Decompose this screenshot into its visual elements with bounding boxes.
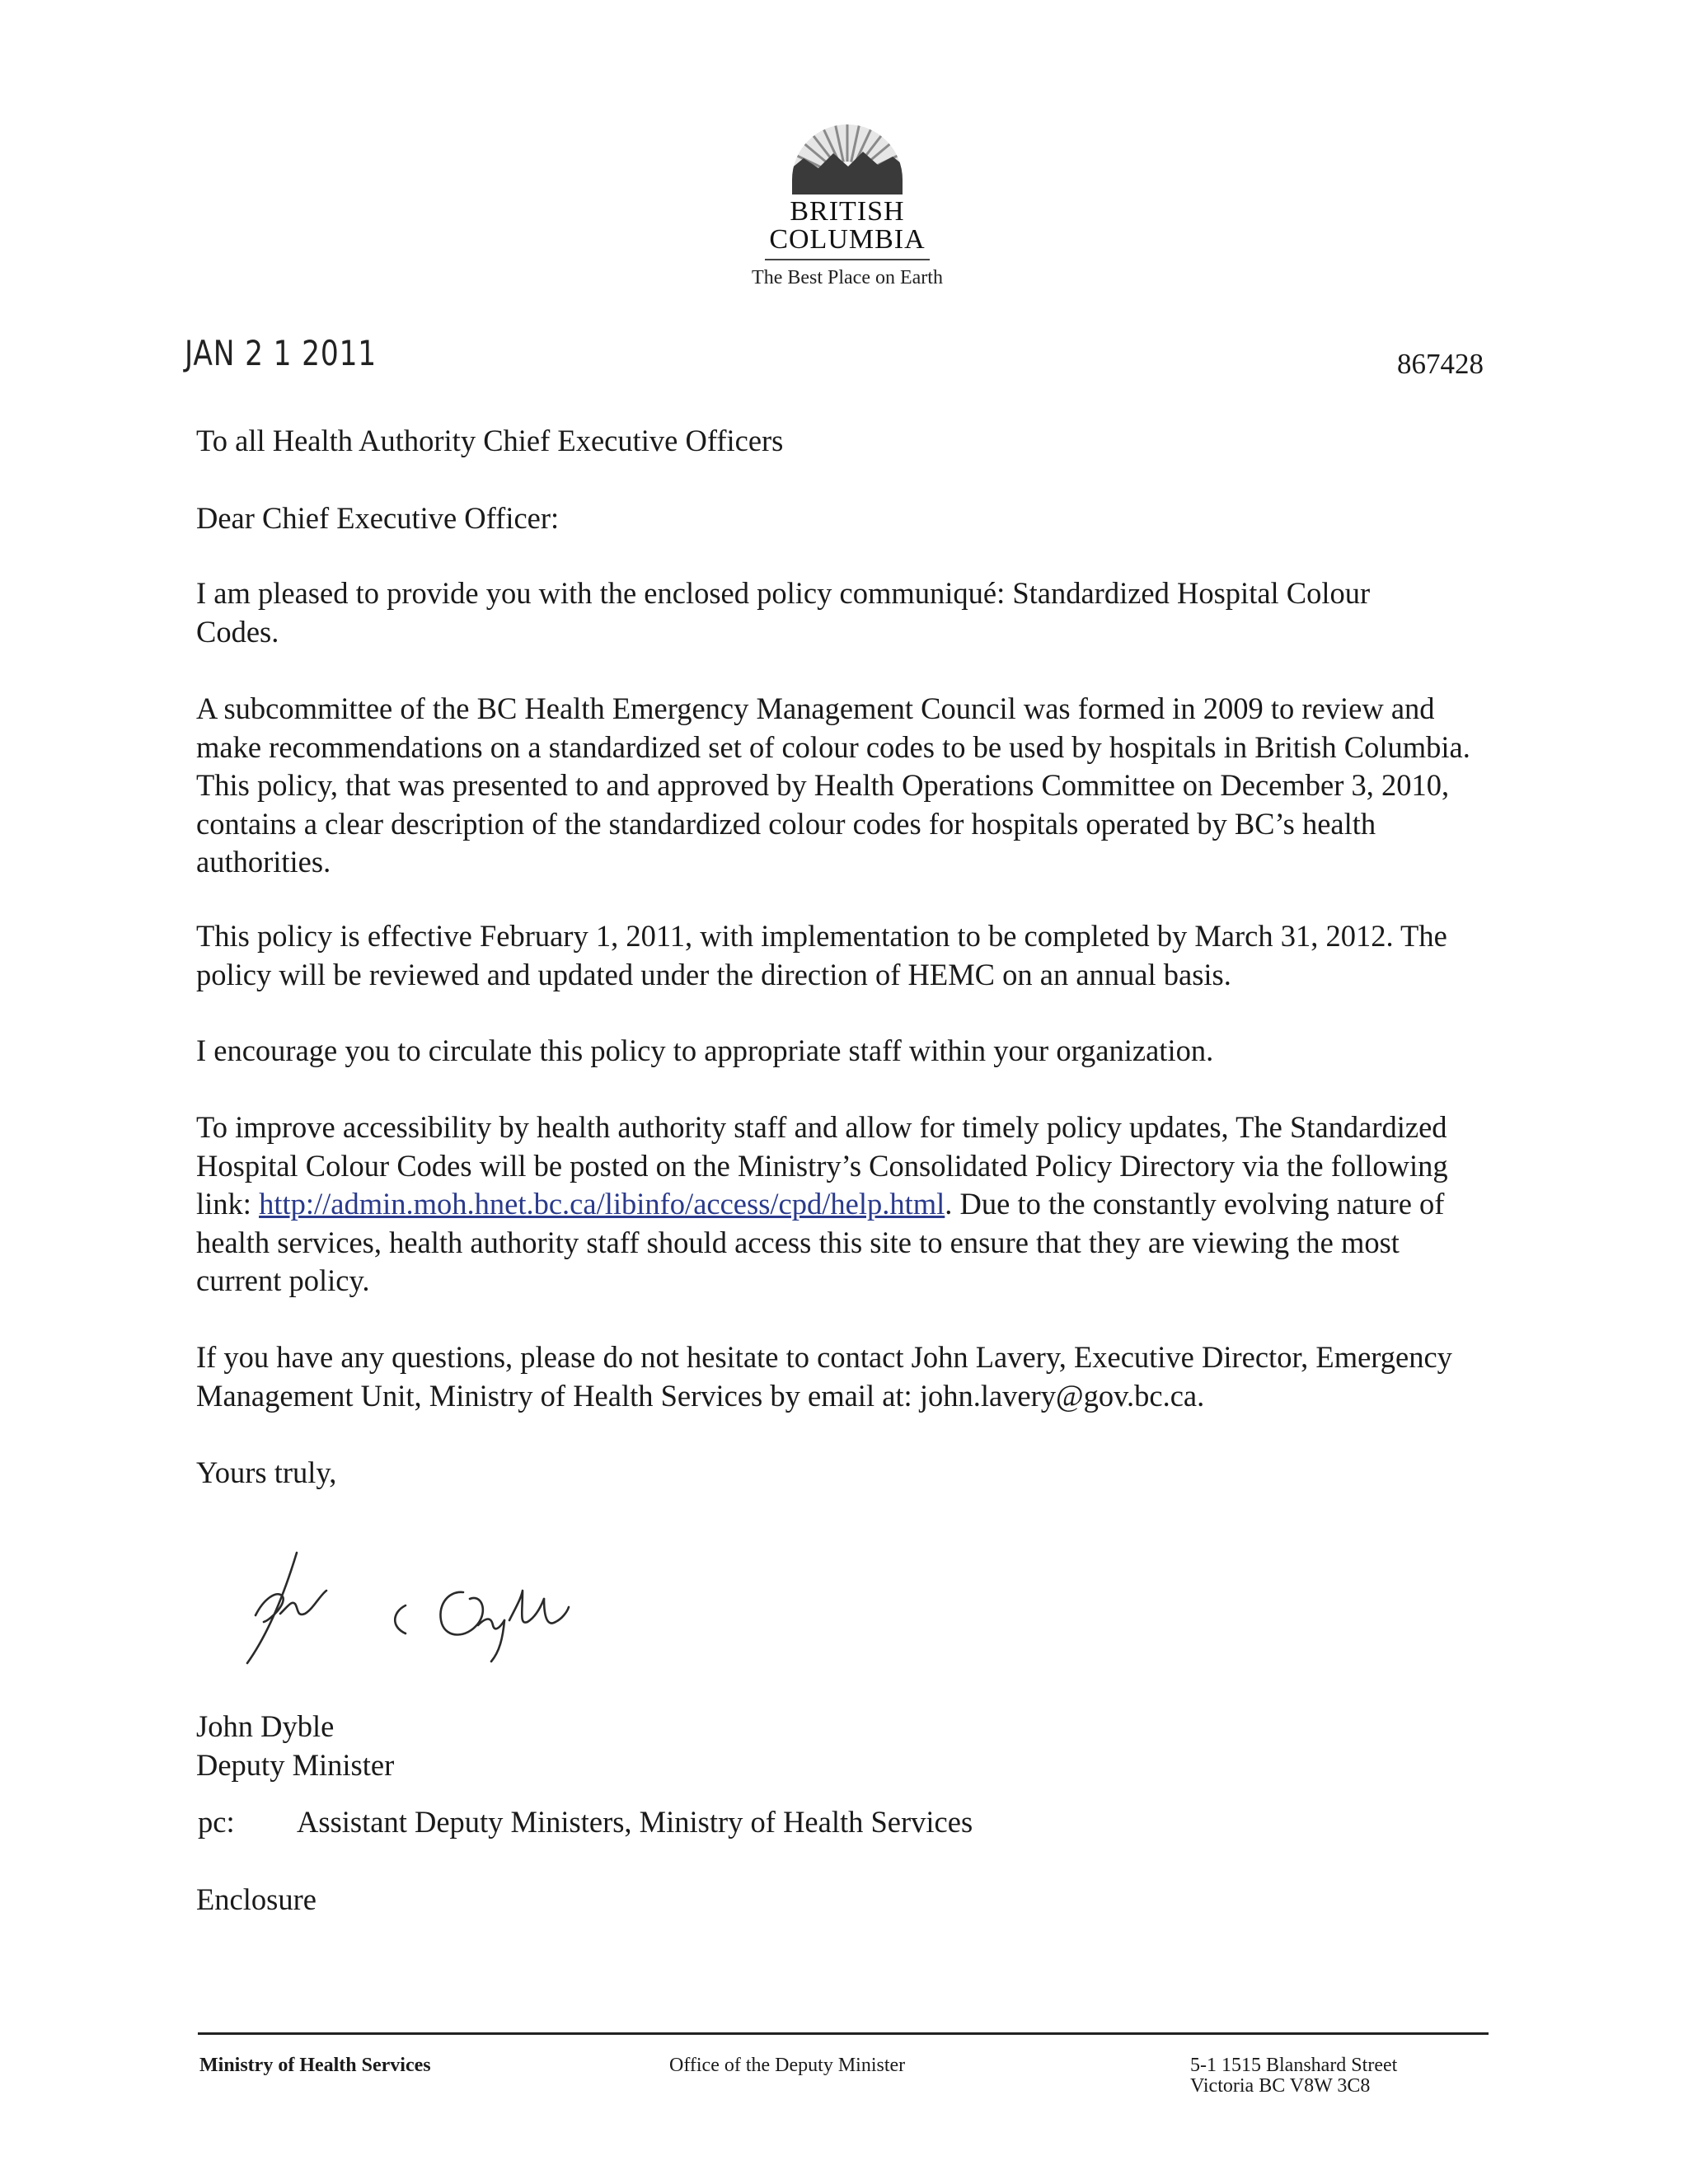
letterhead-tagline: The Best Place on Earth (752, 267, 943, 288)
letterhead-line1: BRITISH (790, 196, 905, 227)
footer-office: Office of the Deputy Minister (669, 2055, 906, 2076)
footer-ministry: Ministry of Health Services (199, 2055, 431, 2076)
bc-logo-icon (785, 115, 909, 198)
paragraph-5-text (196, 1108, 1490, 1301)
policy-directory-link[interactable]: http://admin.moh.hnet.bc.ca/libinfo/access/cpd/help.html (259, 1187, 945, 1221)
enclosure-text: Enclosure (196, 1882, 316, 1916)
salutation-line (196, 499, 1490, 538)
paragraph-1 (196, 574, 1408, 651)
footer-address-line2: Victoria BC V8W 3C8 (1190, 2075, 1371, 2097)
paragraph-5-tail: . Due to the constantly evolving nature of health services, health authority staff should access this site to ensure that they are viewing the most current policy. (196, 1187, 1445, 1297)
enclosure-line (196, 1881, 1490, 1919)
signatory-name: John Dyble (196, 1709, 335, 1743)
recipient-text: To all Health Authority Chief Executive Officers (196, 424, 784, 457)
pc-label: pc: (198, 1805, 235, 1839)
paragraph-3 (196, 917, 1490, 994)
footer-address (1190, 2055, 1397, 2097)
paragraph-3-text: This policy is effective February 1, 2011, with implementation to be completed by March 31, 2012. The policy will be reviewed and updated under the direction of HEMC on an annual basis. (196, 919, 1447, 991)
date-stamp: JAN 2 1 2011 (185, 333, 377, 373)
signatory-block (196, 1708, 1490, 1784)
paragraph-2-text: A subcommittee of the BC Health Emergency Management Council was formed in 2009 to review and make recommendations on a standardized set of colour codes to be used by hospitals in British Columbia. This policy, that was presented to and approved by Health Operations Committee on December 3, 2010, contains a clear description of the standardized colour codes for hospitals operated by BC’s health authorities. (196, 691, 1470, 879)
paragraph-4-text: I encourage you to circulate this policy to appropriate staff within your organization. (196, 1033, 1214, 1067)
letterhead-line2: COLUMBIA (769, 224, 926, 255)
pc-value: Assistant Deputy Ministers, Ministry of Health Services (297, 1805, 973, 1839)
footer-address-line1: 5-1 1515 Blanshard Street (1190, 2055, 1398, 2076)
letterhead-divider (765, 259, 930, 260)
footer-divider (198, 2032, 1489, 2035)
paragraph-6-text: If you have any questions, please do not hesitate to contact John Lavery, Executive Director, Emergency Management Unit, Ministry of Health Services by email at: john.lavery@gov.bc.ca. (196, 1340, 1452, 1413)
recipient-line (196, 422, 1490, 461)
paragraph-5-lead: To improve accessibility by health authority staff and allow for timely policy updates, The Standardized Hospital Colour Codes will be posted on the Ministry’s Consolidated Policy Directory via the following link: (196, 1110, 1448, 1221)
paragraph-5 (196, 1108, 1490, 1301)
paragraph-4 (196, 1032, 1490, 1071)
signature-icon (231, 1541, 626, 1673)
paragraph-6 (196, 1338, 1490, 1415)
salutation-text: Dear Chief Executive Officer: (196, 501, 560, 535)
closing-line (196, 1454, 1490, 1493)
closing-text: Yours truly, (196, 1455, 337, 1489)
reference-number: 867428 (1397, 348, 1484, 380)
paragraph-1-text: I am pleased to provide you with the enclosed policy communiqué: Standardized Hospital Colour Codes. (196, 576, 1371, 649)
signatory-title: Deputy Minister (196, 1747, 395, 1782)
paragraph-2 (196, 690, 1490, 882)
signature (231, 1541, 626, 1677)
letterhead (691, 115, 1004, 288)
